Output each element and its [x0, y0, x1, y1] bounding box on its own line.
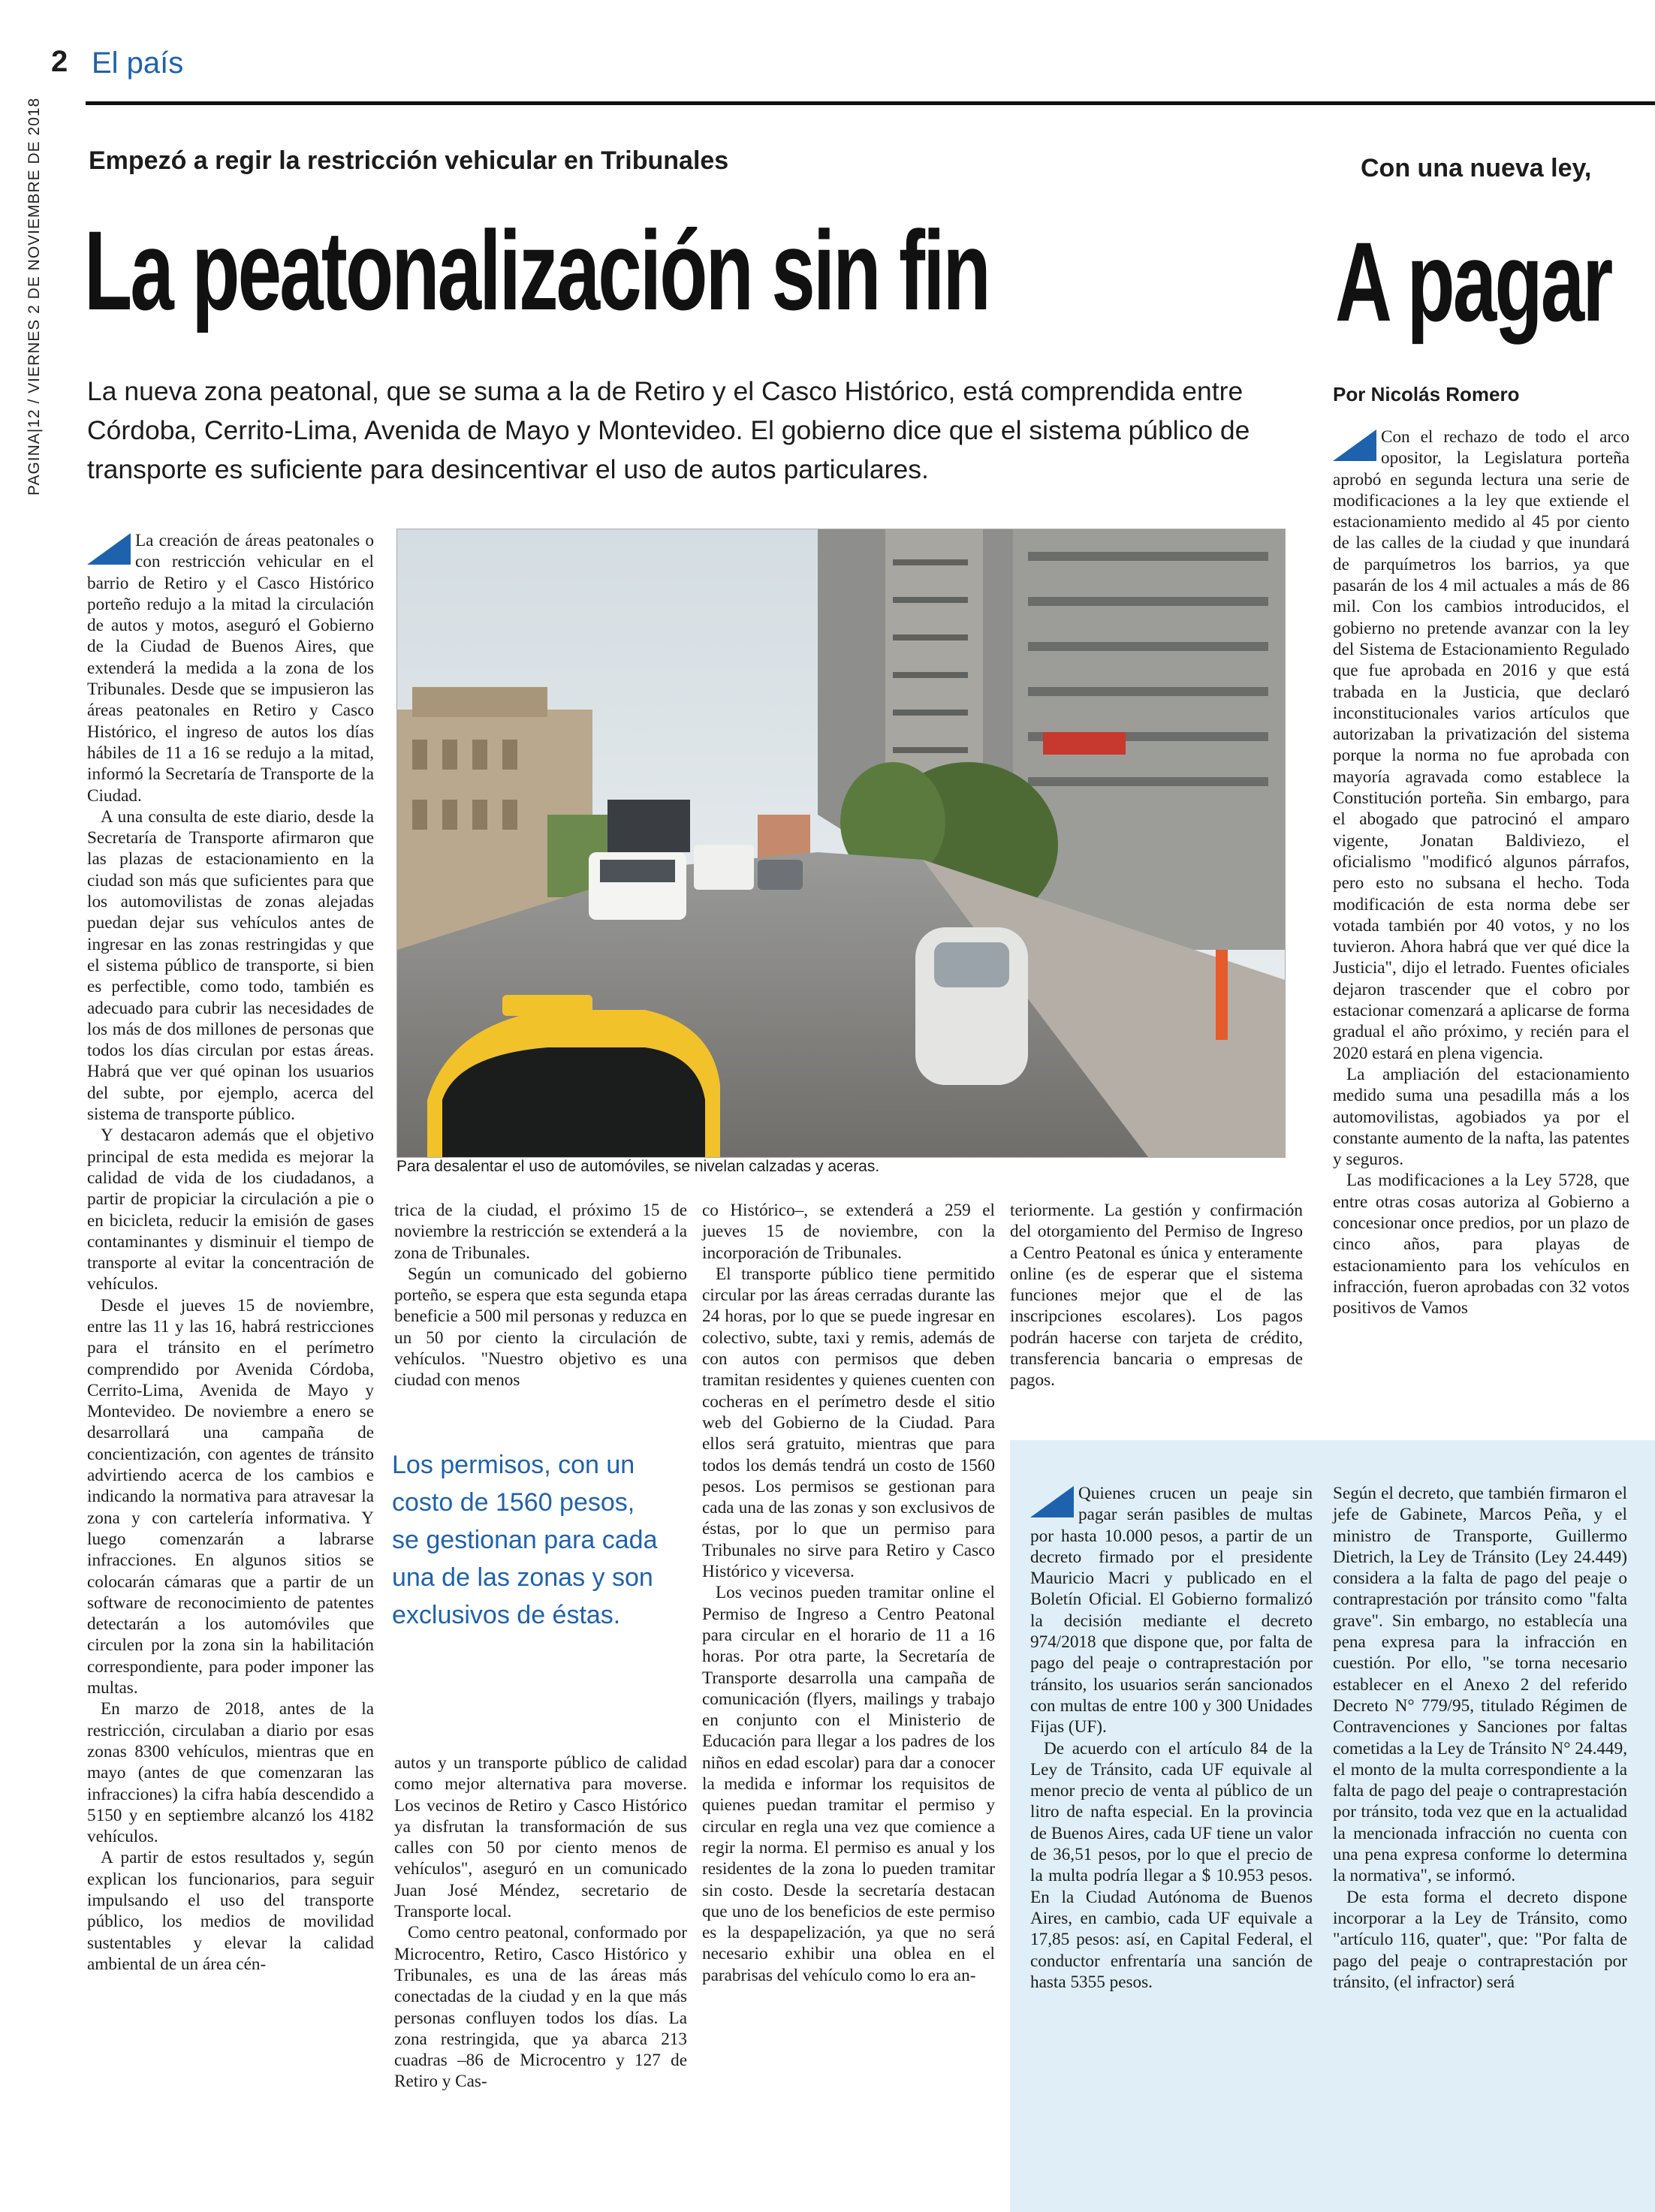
paragraph: trica de la ciudad, el próximo 15 de noviembre la restricción se extenderá a la zona de Tribunales.: [394, 1201, 687, 1263]
pull-quote: Los permisos, con un costo de 1560 pesos, se gestionan para cada una de las zonas y son exclusivos de éstas.: [392, 1451, 658, 1629]
photo-caption: Para desalentar el uso de automóviles, se nivelan calzadas y aceras.: [396, 1158, 880, 1175]
folio-line: PAGINA|12 / VIERNES 2 DE NOVIEMBRE DE 2018: [26, 97, 43, 496]
main-kicker: Empezó a regir la restricción vehicular en Tribunales: [89, 146, 729, 175]
street-photo: [396, 529, 1286, 1158]
side-kicker: Con una nueva ley,: [1361, 154, 1592, 182]
paragraph: La ampliación del estacionamiento medido suma una pesadilla más a los automovilistas, agobiados ya por el constante aumento de la nafta, las patentes y seguros.: [1333, 1064, 1629, 1170]
paragraph: Y destacaron además que el objetivo principal de esta medida es mejorar la calidad de vida de los ciudadanos, a partir de propiciar la circulación a pie o en bicicleta, reducir la emisión de gases contaminantes y disminuir el tiempo de transporte al evitar la concentración de vehículos.: [87, 1126, 374, 1294]
drop-triangle-icon: [87, 533, 131, 565]
paragraph: Quienes crucen un peaje sin pagar serán pasibles de multas por hasta 10.000 pesos, a partir de un decreto firmado por el presidente Mauricio Macri y publicado en el Boletín Oficial. El Gobierno formalizó la decisión mediante el decreto 974/2018 que dispone que, por falta de pago del peaje o contraprestación por tránsito, los usuarios serán sancionados con multas de entre 100 y 300 Unidades Fijas (UF).: [1030, 1484, 1313, 1737]
main-column-2-upper: [394, 1200, 687, 1391]
paragraph: A una consulta de este diario, desde la Secretaría de Transporte afirmaron que las plazas de estacionamiento en la ciudad son más que suficientes para que los automovilistas de zonas alejadas puedan dejar sus vehículos antes de ingresar en las zonas restringidas y que el sistema público de transporte, si bien es perfectible, como todo, también es adecuado para cubrir las necesidades de los más de dos millones de personas que todos los días circulan por estas áreas. Habrá que ver qué opinan los usuarios del subte, por ejemplo, acerca del sistema de transporte público.: [87, 806, 374, 1125]
main-column-1: [87, 530, 374, 1975]
side-headline: A pagar: [1335, 218, 1611, 345]
page-number: 2: [51, 45, 68, 78]
box-column-2: [1333, 1483, 1627, 1993]
paragraph: autos y un transporte público de calidad como mejor alternativa para moverse. Los vecinos de Retiro y Casco Histórico ya disfrutan la transformación de sus calles con 50 por ciento menos de vehículos", aseguró en un comunicado Juan José Méndez, secretario de Transporte local.: [394, 1753, 687, 1922]
section-title: El país: [92, 47, 184, 80]
paragraph: Según el decreto, que también firmaron el jefe de Gabinete, Marcos Peña, y el ministro de Transporte, Guillermo Dietrich, la Ley de Tránsito (Ley 24.449) considera a la falta de pago del peaje o contraprestación por tránsito como "falta grave". Sin embargo, no establecía una pena expresa para la infracción en cuestión. Por ello, "se torna necesario establecer en el Anexo 2 del referido Decreto N° 779/95, titulado Régimen de Contravenciones y Sanciones por faltas cometidas a la Ley de Tránsito N° 24.449, el monto de la multa correspondiente a la falta de pago del peaje o contraprestación por tránsito, toda vez que en la actualidad la mencionada infracción no cuenta con una pena expresa conforme lo determina la normativa", se informó.: [1333, 1484, 1627, 1886]
paragraph: Según un comunicado del gobierno porteño, se espera que esta segunda etapa beneficie a 500 mil personas y reduzca en un 50 por ciento la circulación de vehículos. "Nuestro objetivo es una ciudad con menos: [394, 1264, 687, 1391]
paragraph: teriormente. La gestión y confirmación del otorgamiento del Permiso de Ingreso a Centro Peatonal es única y enteramente online (es de esperar que el sistema funciones mejor que el de las inscripciones escolares). Los pagos podrán hacerse con tarjeta de crédito, transferencia bancaria o empresas de pagos.: [1010, 1201, 1303, 1391]
main-column-2-lower: [394, 1752, 687, 2093]
paragraph: En marzo de 2018, antes de la restricción, circulaban a diario por esas zonas 8300 vehículos, mientras que en mayo (antes de que comenzaran las infracciones) la cifra había descendido a 5150 y en septiembre alcanzó los 4182 vehículos.: [87, 1699, 374, 1847]
side-column: [1333, 426, 1629, 1318]
paragraph: La creación de áreas peatonales o con restricción vehicular en el barrio de Retiro y el Casco Histórico porteño redujo a la mitad la circulación de autos y motos, aseguró el Gobierno de la Ciudad de Buenos Aires, que extenderá la medida a la zona de los Tribunales. Desde que se impusieron las áreas peatonales en Retiro y Casco Histórico, el ingreso de autos los días hábiles de 11 a 16 se redujo a la mitad, informó la Secretaría de Transporte de la Ciudad.: [87, 531, 374, 806]
main-column-4: [1010, 1200, 1303, 1391]
drop-triangle-icon: [1030, 1486, 1074, 1517]
paragraph: A partir de estos resultados y, según explican los funcionarios, para seguir impulsando el uso del transporte público, los medios de movilidad sustentables y elevar la calidad ambiental de un área cén-: [87, 1848, 374, 1974]
main-headline: La peatonalización sin fin: [84, 207, 989, 333]
street-photo-illustration: [397, 529, 1285, 1157]
main-column-3: [702, 1200, 995, 1986]
paragraph: Los vecinos pueden tramitar online el Permiso de Ingreso a Centro Peatonal para circular en el horario de 11 a 16 horas. Por otra parte, la Secretaría de Transporte desarrolla una campaña de comunicación (flyers, mailings y trabajo en conjunto con el Ministerio de Educación para llegar a los padres de los niños en edad escolar) para dar a conocer la medida e informar los requisitos de quienes puedan tramitar el permiso y circular en regla una vez que comience a regir la norma. El permiso es anual y los residentes de la zona lo pueden tramitar sin costo. Desde la secretaría destacan que uno de los beneficios de este permiso es la despapelización, ya que no será necesario exhibir una oblea en el parabrisas del vehículo como lo era an-: [702, 1583, 995, 1985]
side-byline: Por Nicolás Romero: [1333, 383, 1520, 405]
paragraph: Desde el jueves 15 de noviembre, entre las 11 y las 16, habrá restricciones para el tránsito en el perímetro comprendido por Avenida Córdoba, Cerrito-Lima, Avenida de Mayo y Montevideo. De noviembre a enero se desarrollará una campaña de concientización, con agentes de tránsito advirtiendo acerca de los cambios e indicando la normativa para atravesar la zona y con cartelería informativa. Y luego comenzarán a labrarse infracciones. En algunos sitios se colocarán cámaras que a partir de un software de reconocimiento de patentes detectarán a los automóviles que circulen por la zona sin la habilitación correspondiente, para poder imponer las multas.: [87, 1295, 374, 1698]
drop-triangle-icon: [1333, 429, 1376, 461]
paragraph: De acuerdo con el artículo 84 de la Ley de Tránsito, cada UF equivale al menor precio de venta al público de un litro de nafta especial. En la provincia de Buenos Aires, cada UF tiene un valor de 36,51 pesos, por lo que el precio de la multa podría llegar a $ 10.953 pesos. En la Ciudad Autónoma de Buenos Aires, en cambio, cada UF equivale a 17,85 pesos: así, en Capital Federal, el conductor enfrentaría una sanción de hasta 5355 pesos.: [1030, 1738, 1313, 1992]
paragraph: De esta forma el decreto dispone incorporar a la Ley de Tránsito, como "artículo 116, quater", que: "Por falta de pago del peaje o contraprestación por tránsito, (el infractor) será: [1333, 1887, 1627, 1992]
paragraph: Con el rechazo de todo el arco opositor, la Legislatura porteña aprobó en segunda lectura una serie de modificaciones a la ley que extiende el estacionamiento medido al 45 por ciento de las calles de la ciudad y que inundará de parquímetros los barrios, ya que pasarán de los 4 mil actuales a más de 86 mil. Con los cambios introducidos, el gobierno no pretende avanzar con la ley del Sistema de Estacionamiento Regulado que fue aprobada en 2016 y que está trabada en la Justicia, que declaró inconstitucionales varios artículos que autorizaban la privatización del sistema porque la norma no fue aprobada con mayoría agravada como establece la Constitución porteña. Sin embargo, para el abogado que patrocinó el amparo vigente, Jonatan Baldiviezo, el oficialismo "modificó algunos párrafos, pero esto no subsana el hecho. Toda modificación de esta norma debe ser votada también por 40 votos, y no los tuvieron. Ahora habrá que ver qué dice la Justicia", dijo el letrado. Fuentes oficiales dejaron trascender que el cobro por estacionar comenzará a aplicarse de forma gradual el año próximo, y recién para el 2020 estará en plena vigencia.: [1333, 427, 1629, 1063]
main-deck: La nueva zona peatonal, que se suma a la de Retiro y el Casco Histórico, está comprendida entre Córdoba, Cerrito-Lima, Avenida de Mayo y Montevideo. El gobierno dice que el sistema público de transporte es suficiente para desincentivar el uso de autos particulares.: [87, 376, 1250, 484]
header-rule: [86, 101, 1655, 105]
paragraph: El transporte público tiene permitido circular por las áreas cerradas durante las 24 horas, por lo que se puede ingresar en colectivo, subte, taxi y remis, además de con autos con permisos que deben tramitan residentes y quienes cuenten con cocheras en el perímetro desde el sitio web del Gobierno de la Ciudad. Para ellos será gratuito, mientras que para todos los demás tendrá un costo de 1560 pesos. Los permisos se gestionan para cada una de las zonas y son exclusivos de éstas, por lo que un permiso para Tribunales no sirve para Retiro y Casco Histórico y viceversa.: [702, 1264, 995, 1582]
paragraph: Las modificaciones a la Ley 5728, que entre otras cosas autoriza al Gobierno a concesionar once predios, por un plazo de cinco años, para playas de estacionamiento para los vehículos en infracción, fueron aprobadas con 32 votos positivos de Vamos: [1333, 1171, 1629, 1318]
box-column-1: [1030, 1483, 1313, 1993]
paragraph: Como centro peatonal, conformado por Microcentro, Retiro, Casco Histórico y Tribunales, es una de las áreas más conectadas de la ciudad y en la que más personas confluyen todos los días. La zona restringida, que ya abarca 213 cuadras –86 de Microcentro y 127 de Retiro y Cas-: [394, 1923, 687, 2092]
paragraph: co Histórico–, se extenderá a 259 el jueves 15 de noviembre, con la incorporación de Tribunales.: [702, 1201, 995, 1263]
